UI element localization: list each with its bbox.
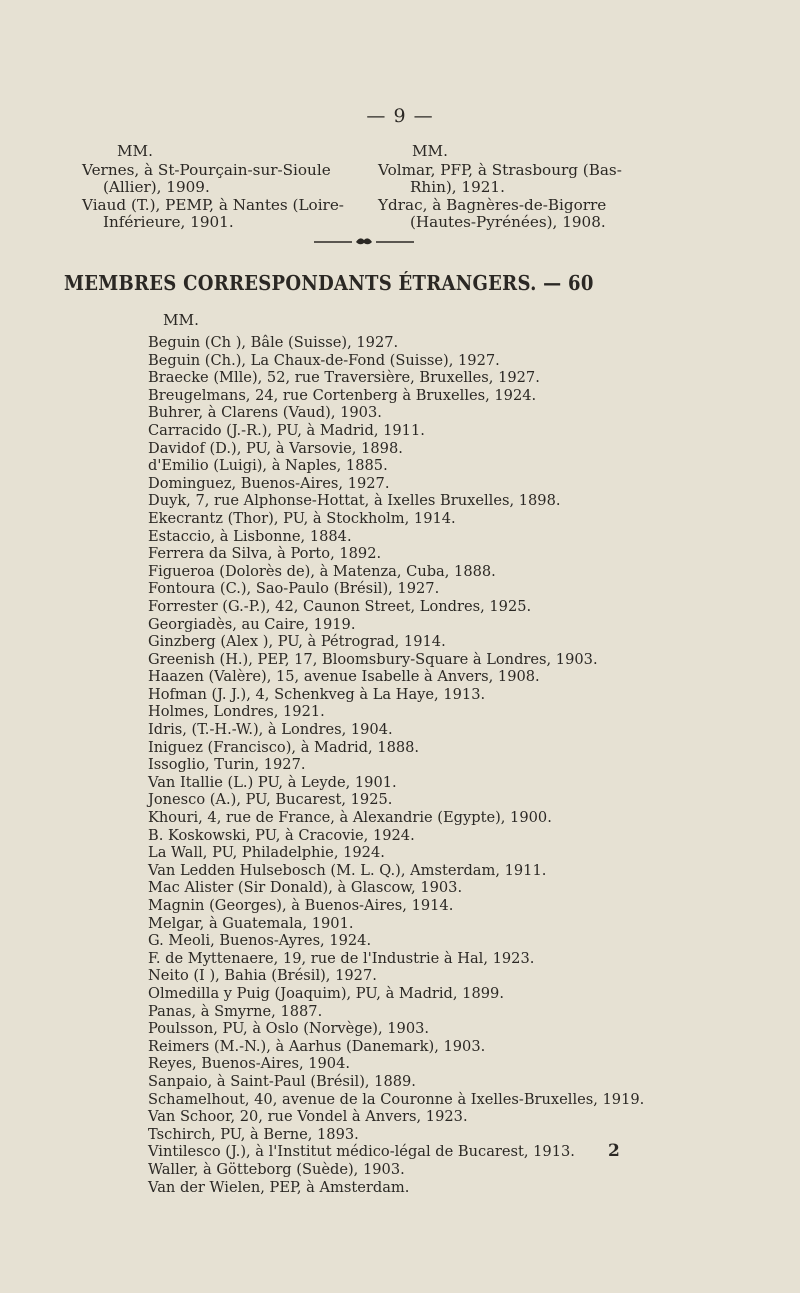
member-entry: F. de Myttenaere, 19, rue de l'Industrie à Hal, 1923. [148,949,535,967]
members-list [148,334,708,1196]
member-entry: G. Meoli, Buenos-Ayres, 1924. [148,932,372,950]
member-entry: Ekecrantz (Thor), PU, à Stockholm, 1914. [148,509,456,527]
left-entry-line: Vernes, à St-Pourçain-sur-Sioule [82,160,331,179]
signature-mark: 2 [608,1141,620,1161]
ornament-divider-icon [312,234,416,248]
member-entry: Van Schoor, 20, rue Vondel à Anvers, 1923. [148,1108,468,1126]
member-entry: Iniguez (Francisco), à Madrid, 1888. [148,738,420,756]
member-entry: Georgiadès, au Caire, 1919. [148,615,356,633]
left-entry-line: Inférieure, 1901. [103,213,234,232]
right-column [378,143,678,232]
right-entry-line: Volmar, PFP, à Strasbourg (Bas- [378,160,622,179]
member-entry: d'Emilio (Luigi), à Naples, 1885. [148,457,388,475]
member-entry: Issoglio, Turin, 1927. [148,756,306,774]
member-entry: Neito (I ), Bahia (Brésil), 1927. [148,967,377,985]
right-column-heading: MM. [412,142,448,160]
member-entry: Duyk, 7, rue Alphonse-Hottat, à Ixelles Bruxelles, 1898. [148,492,561,510]
member-entry: Panas, à Smyrne, 1887. [148,1002,323,1020]
member-entry: La Wall, PU, Philadelphie, 1924. [148,844,385,862]
member-entry: Davidof (D.), PU, à Varsovie, 1898. [148,439,403,457]
section-heading: MM. [163,311,199,329]
member-entry: Sanpaio, à Saint-Paul (Brésil), 1889. [148,1072,416,1090]
member-entry: Khouri, 4, rue de France, à Alexandrie (Egypte), 1900. [148,809,552,827]
right-entry [378,197,678,232]
member-entry: Beguin (Ch ), Bâle (Suisse), 1927. [148,334,399,351]
member-entry: Greenish (H.), PEP, 17, Bloomsbury-Square à Londres, 1903. [148,650,598,668]
member-entry: Hofman (J. J.), 4, Schenkveg à La Haye, 1913. [148,685,486,703]
right-entry [378,162,678,197]
member-entry: Braecke (Mlle), 52, rue Traversière, Bruxelles, 1927. [148,369,540,387]
left-entry-line: Viaud (T.), PEMP, à Nantes (Loire- [82,195,344,214]
left-entry [82,197,382,232]
member-entry: Holmes, Londres, 1921. [148,703,325,721]
member-entry: Figueroa (Dolorès de), à Matenza, Cuba, 1888. [148,562,496,580]
left-column [82,143,382,232]
member-entry: Van der Wielen, PEP, à Amsterdam. [148,1178,410,1196]
member-entry: Mac Alister (Sir Donald), à Glascow, 1903. [148,879,463,897]
member-entry: Olmedilla y Puig (Joaquim), PU, à Madrid, 1899. [148,984,504,1002]
member-entry: Breugelmans, 24, rue Cortenberg à Bruxelles, 1924. [148,386,537,404]
right-entry-line: (Hautes-Pyrénées), 1908. [410,213,606,232]
member-entry: Haazen (Valère), 15, avenue Isabelle à Anvers, 1908. [148,668,540,686]
member-entry: Forrester (G.-P.), 42, Caunon Street, Londres, 1925. [148,597,532,615]
member-entry: Jonesco (A.), PU, Bucarest, 1925. [148,791,393,809]
member-entry: Waller, à Götteborg (Suède), 1903. [148,1160,405,1178]
member-entry: Buhrer, à Clarens (Vaud), 1903. [148,404,382,422]
member-entry: Vintilesco (J.), à l'Institut médico-légal de Bucarest, 1913. [148,1143,575,1161]
member-entry: B. Koskowski, PU, à Cracovie, 1924. [148,826,415,844]
member-entry: Carracido (J.-R.), PU, à Madrid, 1911. [148,421,425,439]
member-entry: Reimers (M.-N.), à Aarhus (Danemark), 1903. [148,1037,486,1055]
right-entry-line: Rhin), 1921. [410,178,505,197]
member-entry: Ferrera da Silva, à Porto, 1892. [148,545,382,563]
member-entry: Poulsson, PU, à Oslo (Norvège), 1903. [148,1020,430,1038]
member-entry: Estaccio, à Lisbonne, 1884. [148,527,352,545]
member-entry: Van Itallie (L.) PU, à Leyde, 1901. [148,773,397,791]
left-column-heading: MM. [117,142,153,160]
member-entry: Dominguez, Buenos-Aires, 1927. [148,474,390,492]
left-entry [82,162,382,197]
left-entry-line: (Allier), 1909. [103,178,210,197]
member-entry: Beguin (Ch.), La Chaux-de-Fond (Suisse), 1927. [148,351,500,369]
member-entry: Schamelhout, 40, avenue de la Couronne à Ixelles-Bruxelles, 1919. [148,1090,645,1108]
member-entry: Van Ledden Hulsebosch (M. L. Q.), Amsterdam, 1911. [148,861,547,879]
member-entry: Idris, (T.-H.-W.), à Londres, 1904. [148,721,393,739]
page-number: — 9 — [366,105,434,127]
member-entry: Magnin (Georges), à Buenos-Aires, 1914. [148,897,454,914]
right-entry-line: Ydrac, à Bagnères-de-Bigorre [378,195,607,214]
member-entry: Reyes, Buenos-Aires, 1904. [148,1055,351,1073]
member-entry: Melgar, à Guatemala, 1901. [148,914,354,932]
member-entry: Tschirch, PU, à Berne, 1893. [148,1125,359,1143]
member-entry: Fontoura (C.), Sao-Paulo (Brésil), 1927. [148,580,440,598]
section-title: MEMBRES CORRESPONDANTS ÉTRANGERS. — 60 [64,271,594,295]
member-entry: Ginzberg (Alex ), PU, à Pétrograd, 1914. [148,633,446,651]
